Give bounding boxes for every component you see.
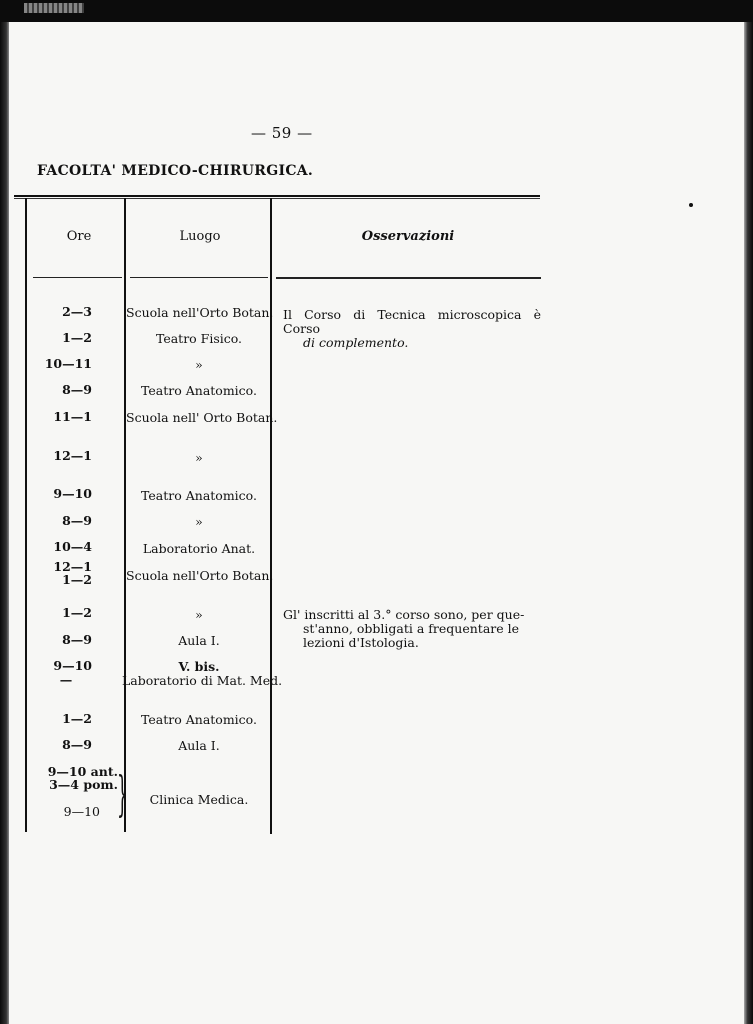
section-title: FACOLTA' MEDICO-CHIRURGICA. (37, 163, 314, 179)
table-cell-luogo: Aula I. (178, 633, 220, 648)
note-istologia (283, 608, 541, 650)
table-cell-luogo: Teatro Anatomico. (141, 488, 257, 503)
header-underline-ore (33, 277, 122, 278)
header-underline-osservazioni (276, 277, 541, 279)
table-cell-ore: 1—2 (62, 330, 92, 345)
note-line: di complemento. (303, 335, 409, 350)
table-cell-luogo: Aula I. (178, 738, 220, 753)
table-cell-luogo: » (195, 607, 203, 622)
note-line: st'anno, obbligati a frequentare le (303, 621, 520, 636)
table-cell-luogo: Scuola nell'Orto Botan. (126, 568, 274, 583)
table-cell-luogo: » (195, 514, 203, 529)
table-cell-ore: 10—11 (44, 356, 92, 371)
scan-artifact (24, 3, 84, 13)
table-cell-ore: 2—3 (62, 304, 92, 319)
table-cell-luogo-second: Laboratorio di Mat. Med. (122, 673, 283, 688)
header-underline-luogo (130, 277, 268, 278)
table-cell-luogo: Scuola nell'Orto Botan. (126, 305, 274, 320)
table-top-rule-thin (14, 198, 540, 199)
table-cell-ore: 9—10 (53, 658, 92, 673)
table-cell-ore: 1—2 (62, 605, 92, 620)
table-cell-ore: 8—9 (62, 513, 92, 528)
column-header-osservazioni: Osservazioni (361, 229, 455, 244)
note-line: lezioni d'Istologia. (303, 635, 419, 650)
note-tecnica-microscopica (283, 308, 541, 350)
table-cell-luogo: » (195, 450, 203, 465)
column-header-ore: Ore (66, 229, 92, 244)
table-cell-ore: 9—10 (53, 486, 92, 501)
table-cell-ore: 8—9 (62, 737, 92, 752)
table-cell-luogo: Clinica Medica. (149, 792, 249, 807)
column-header-luogo: Luogo (179, 229, 221, 244)
ink-speck (689, 203, 693, 207)
note-line: Gl' inscritti al 3.° corso sono, per que- (283, 607, 525, 622)
table-cell-ore: 1—2 (62, 711, 92, 726)
table-left-rule (25, 198, 27, 832)
table-cell-luogo: Teatro Anatomico. (141, 383, 257, 398)
table-cell-ore: 9—10 ant. (47, 764, 118, 779)
scan-left-border (0, 22, 9, 1024)
table-top-rule (14, 195, 540, 197)
table-cell-ore: 12—1 (53, 448, 92, 463)
table-cell-ore-second: 3—4 pom. (49, 777, 118, 792)
table-cell-luogo: Teatro Fisico. (155, 331, 243, 346)
brace-glyph: } (117, 766, 128, 822)
table-cell-luogo: Scuola nell' Orto Botan. (126, 410, 278, 425)
table-cell-ore-third: 9—10 (63, 804, 100, 819)
table-cell-luogo: Laboratorio Anat. (142, 541, 256, 556)
table-cell-luogo: » (195, 357, 203, 372)
table-cell-luogo: Teatro Anatomico. (141, 712, 257, 727)
table-cell-ore: 8—9 (62, 382, 92, 397)
table-cell-ore: 11—1 (53, 409, 92, 424)
table-cell-ore-second: 1—2 (62, 572, 92, 587)
scan-top-border (0, 0, 753, 22)
scan-right-border (744, 22, 753, 1024)
note-line: Il Corso di Tecnica microscopica è Corso (283, 307, 541, 336)
table-cell-ore-second: — (59, 672, 73, 687)
page-number: — 59 — (251, 124, 313, 142)
table-cell-luogo: V. bis. (178, 659, 220, 674)
table-cell-ore: 10—4 (53, 539, 92, 554)
table-cell-ore: 12—1 (53, 559, 92, 574)
table-cell-ore: 8—9 (62, 632, 92, 647)
